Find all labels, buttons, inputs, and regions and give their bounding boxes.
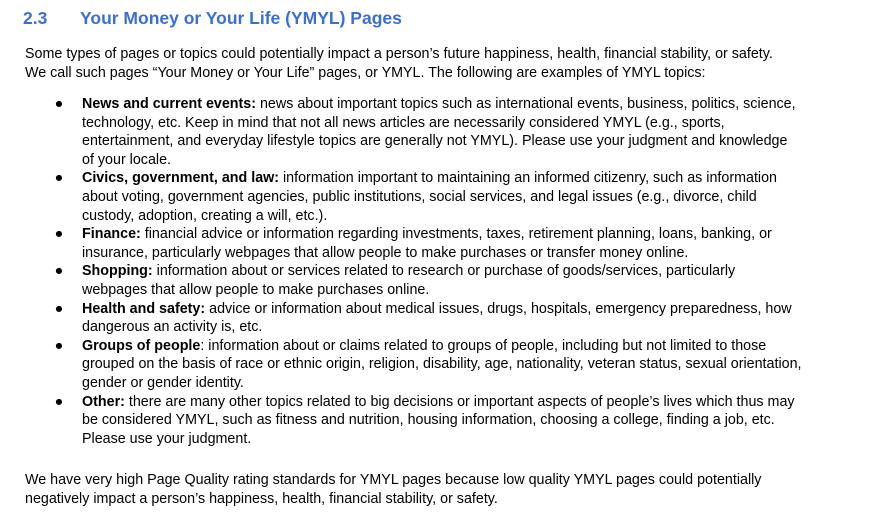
list-item-line bbox=[82, 318, 875, 337]
list-item-text: Please use your judgment. bbox=[82, 430, 252, 447]
list-item-term: Groups of people bbox=[82, 337, 201, 354]
bullet-dot-icon: ● bbox=[54, 393, 64, 410]
list-item-line bbox=[82, 355, 875, 374]
list-item-text: webpages that allow people to make purchases online. bbox=[82, 281, 430, 298]
list-item-line bbox=[82, 300, 875, 319]
ymyl-topic-list bbox=[25, 95, 875, 448]
list-item-line bbox=[82, 151, 875, 170]
section-title: Your Money or Your Life (YMYL) Pages bbox=[80, 8, 402, 28]
list-item bbox=[25, 95, 875, 169]
list-item-text: news about important topics such as international events, business, politics, science, bbox=[256, 96, 796, 112]
list-item-line bbox=[82, 114, 875, 133]
list-item-text: gender or gender identity. bbox=[82, 374, 244, 391]
list-item-line bbox=[82, 262, 875, 281]
list-item-term: Civics, government, and law: bbox=[82, 170, 280, 187]
list-item-term: Other: bbox=[82, 393, 125, 410]
closing-line: We have very high Page Quality rating standards for YMYL pages because low quality YMYL pages could potentially bbox=[25, 472, 762, 488]
list-item-text: technology, etc. Keep in mind that not all news articles are necessarily considered YMYL (e.g., sports, bbox=[82, 114, 725, 131]
list-item-line bbox=[82, 169, 875, 188]
intro-line: We call such pages “Your Money or Your Life” pages, or YMYL. The following are examples of YMYL topics: bbox=[25, 64, 706, 81]
list-item-line bbox=[82, 411, 875, 430]
list-item-text: financial advice or information regarding investments, taxes, retirement planning, loans, banking, or bbox=[140, 226, 772, 243]
intro-line: Some types of pages or topics could potentially impact a person’s future happiness, health, financial stability, or safety. bbox=[25, 46, 773, 62]
list-item bbox=[25, 169, 875, 225]
list-item bbox=[25, 225, 875, 262]
list-item-line bbox=[82, 244, 875, 263]
list-item-line bbox=[82, 188, 875, 207]
list-item-term: Health and safety: bbox=[82, 300, 206, 317]
list-item-text: of your locale. bbox=[82, 151, 172, 168]
list-item-text: entertainment, and everyday lifestyle topics are generally not YMYL). Please use your judgment and knowledge bbox=[82, 133, 788, 150]
list-item-line bbox=[82, 207, 875, 226]
bullet-dot-icon: ● bbox=[54, 226, 64, 243]
list-item-line bbox=[82, 281, 875, 300]
list-item-text: there are many other topics related to big decisions or important aspects of people’s lives which thus may bbox=[124, 393, 795, 410]
section-number: 2.3 bbox=[23, 8, 48, 28]
list-item-text: insurance, particularly webpages that allow people to make purchases or transfer money online. bbox=[82, 244, 689, 261]
list-item-line bbox=[82, 225, 875, 244]
list-item bbox=[25, 337, 875, 393]
list-item-text: information important to maintaining an informed citizenry, such as information bbox=[279, 170, 778, 187]
list-item-text: advice or information about medical issues, drugs, hospitals, emergency preparedness, how bbox=[205, 300, 792, 317]
list-item-term: Shopping: bbox=[82, 263, 153, 280]
intro-paragraph bbox=[25, 45, 875, 82]
list-item bbox=[25, 262, 875, 299]
list-item-text: dangerous an activity is, etc. bbox=[82, 319, 263, 336]
list-item-line bbox=[82, 393, 875, 412]
list-item-line bbox=[82, 132, 875, 151]
bullet-dot-icon: ● bbox=[54, 170, 64, 187]
closing-paragraph bbox=[25, 471, 875, 508]
bullet-dot-icon: ● bbox=[54, 96, 64, 112]
list-item-term: News and current events: bbox=[82, 96, 256, 112]
list-item-term: Finance: bbox=[82, 226, 141, 243]
list-item-text: custody, adoption, creating a will, etc.). bbox=[82, 207, 328, 224]
bullet-dot-icon: ● bbox=[54, 337, 64, 354]
list-item-text: : information about or claims related to groups of people, including but not limited to those bbox=[200, 337, 767, 354]
list-item bbox=[25, 300, 875, 337]
list-item-text: about voting, government agencies, public institutions, social services, and legal issues (e.g., divorce, child bbox=[82, 188, 757, 205]
list-item-text: information about or services related to research or purchase of goods/services, particularly bbox=[152, 263, 736, 280]
list-item-text: grouped on the basis of race or ethnic origin, religion, disability, age, nationality, veteran status, sexual orientation, bbox=[82, 356, 802, 373]
list-item-text: be considered YMYL, such as fitness and nutrition, housing information, choosing a college, finding a job, etc. bbox=[82, 412, 775, 429]
list-item-line bbox=[82, 374, 875, 393]
list-item-line bbox=[82, 430, 875, 449]
list-item-line bbox=[82, 95, 875, 114]
bullet-dot-icon: ● bbox=[54, 263, 64, 280]
section-heading bbox=[23, 8, 402, 29]
closing-line: negatively impact a person’s happiness, health, financial stability, or safety. bbox=[25, 490, 498, 507]
bullet-dot-icon: ● bbox=[54, 300, 64, 317]
list-item-line bbox=[82, 337, 875, 356]
list-item bbox=[25, 393, 875, 449]
